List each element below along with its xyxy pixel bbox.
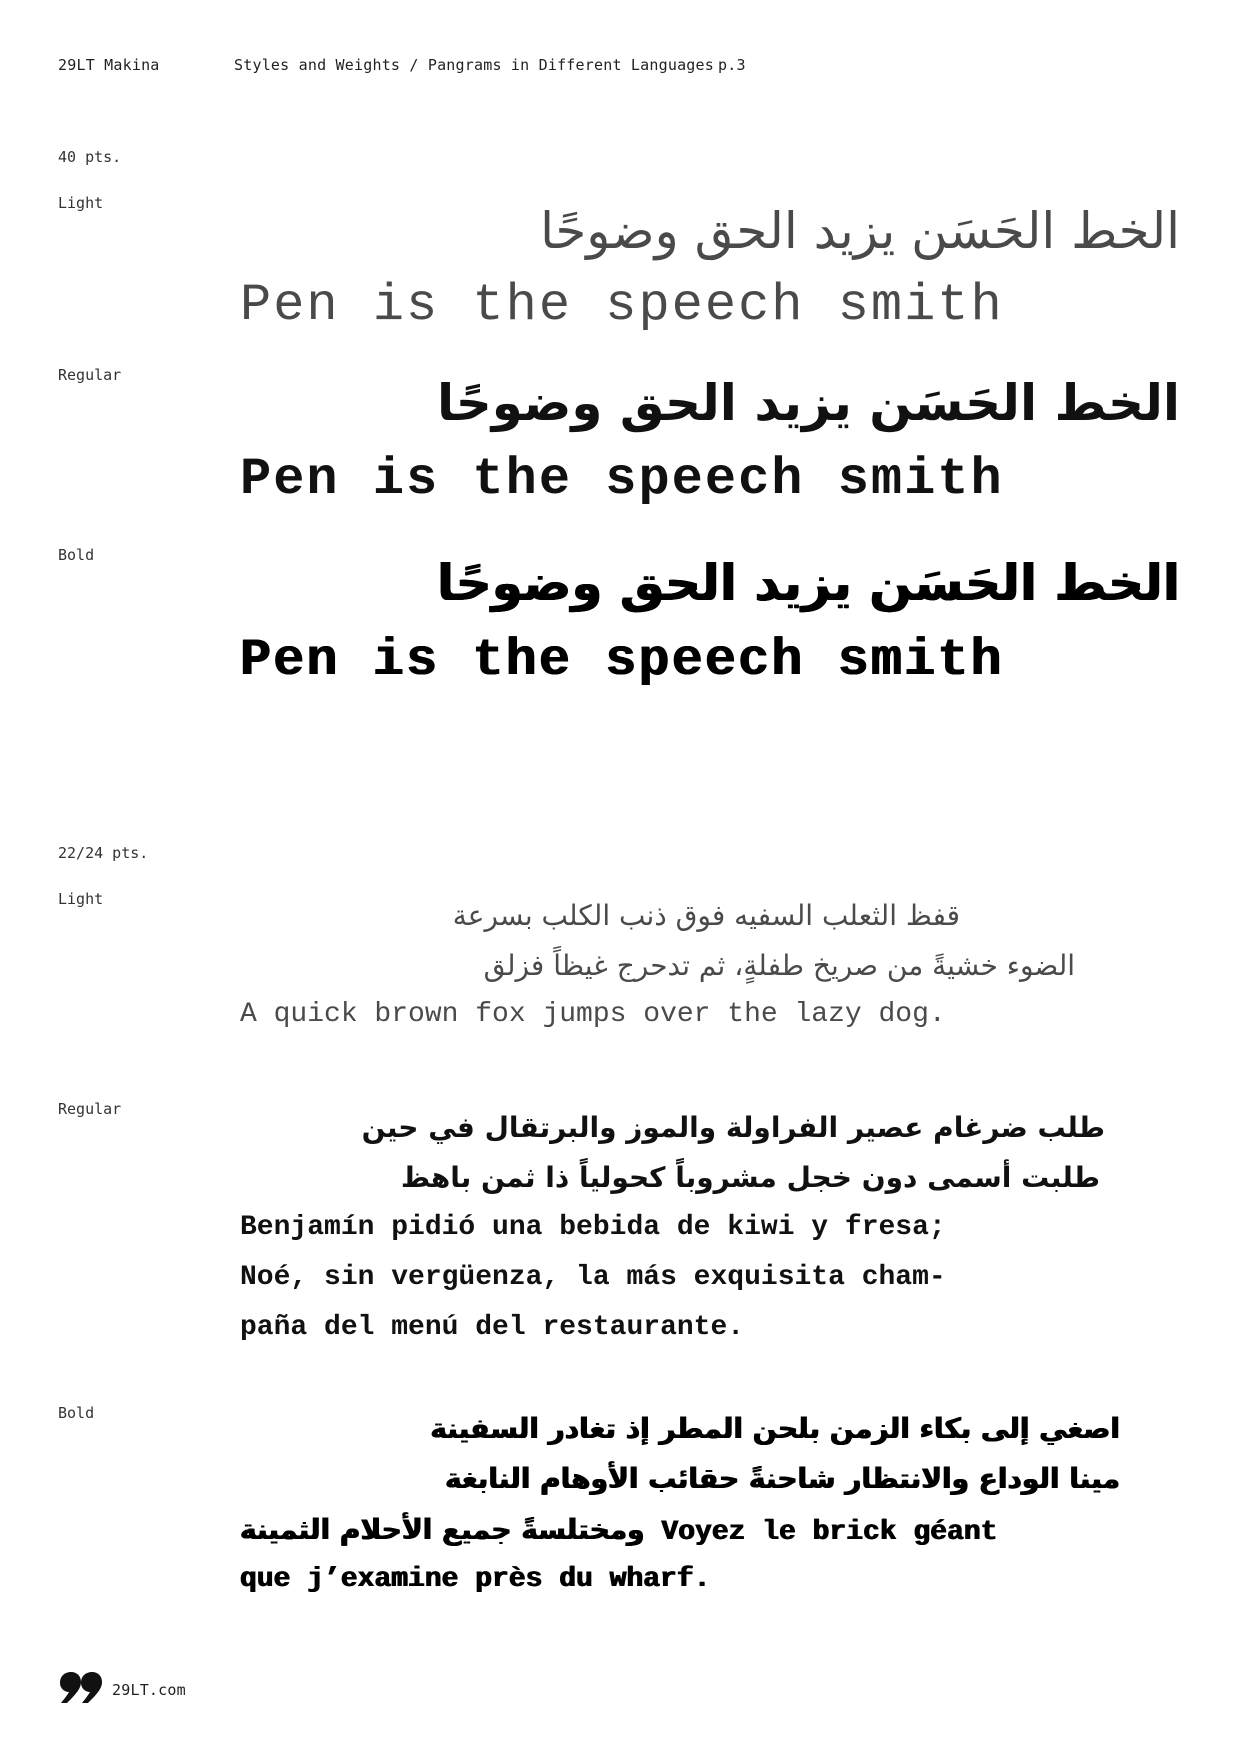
weight-label-light-22: Light bbox=[58, 890, 104, 908]
arabic-pangram-regular-2: طلبت أسمى دون خجل مشروباً كحولياً ذا ثمن باهظ bbox=[400, 1161, 1100, 1194]
size-label-22: 22/24 pts. bbox=[58, 844, 149, 862]
weight-label-regular: Regular bbox=[58, 366, 122, 384]
weight-label-bold: Bold bbox=[58, 546, 95, 564]
arabic-sample-regular-40: الخط الحَسَن يزيد الحق وضوحًا bbox=[436, 374, 1180, 432]
latin-sample-light-40: Pen is the speech smith bbox=[240, 276, 1004, 335]
latin-pangram-regular-3: paña del menú del restaurante. bbox=[240, 1312, 745, 1343]
page-number: p.3 bbox=[718, 56, 746, 74]
weight-label-light: Light bbox=[58, 194, 104, 212]
latin-pangram-regular-1: Benjamín pidió una bebida de kiwi y fresa; bbox=[240, 1212, 946, 1243]
arabic-pangram-light-1: قفظ الثعلب السفيه فوق ذنب الكلب بسرعة bbox=[452, 899, 960, 932]
29lt-logo-icon bbox=[58, 1671, 104, 1705]
footer-url[interactable]: 29LT.com bbox=[112, 1681, 186, 1699]
latin-pangram-regular-2: Noé, sin vergüenza, la más exquisita cham- bbox=[240, 1262, 946, 1293]
arabic-sample-bold-40: الخط الحَسَن يزيد الحق وضوحًا bbox=[436, 554, 1180, 612]
section-title: Styles and Weights / Pangrams in Different Languages bbox=[234, 56, 714, 74]
size-label-40: 40 pts. bbox=[58, 148, 122, 166]
latin-pangram-bold-2: que j’examine près du wharf. bbox=[240, 1564, 711, 1595]
latin-sample-bold-40: Pen is the speech smith bbox=[240, 631, 1004, 690]
latin-sample-regular-40: Pen is the speech smith bbox=[240, 450, 1004, 509]
font-name: 29LT Makina bbox=[58, 56, 160, 74]
arabic-pangram-bold-3: ومختلسةً جميع الأحلام الثمينة bbox=[240, 1513, 645, 1546]
mixed-pangram-bold-line bbox=[240, 1505, 1180, 1558]
arabic-pangram-light-2: الضوء خشيةً من صريخ طفلةٍ، ثم تدحرج غيظاً فزلق bbox=[483, 949, 1075, 982]
arabic-sample-light-40: الخط الحَسَن يزيد الحق وضوحًا bbox=[540, 202, 1180, 260]
weight-label-regular-22: Regular bbox=[58, 1100, 122, 1118]
arabic-pangram-bold-1: اصغي إلى بكاء الزمن بلحن المطر إذ تغادر السفينة bbox=[430, 1412, 1120, 1445]
arabic-pangram-bold-2: مينا الوداع والانتظار شاحنةً حقائب الأوهام النابغة bbox=[445, 1462, 1120, 1495]
weight-label-bold-22: Bold bbox=[58, 1404, 95, 1422]
latin-pangram-bold-1: Voyez le brick géant bbox=[661, 1517, 998, 1548]
latin-pangram-light: A quick brown fox jumps over the lazy dog. bbox=[240, 999, 946, 1030]
arabic-pangram-regular-1: طلب ضرغام عصير الفراولة والموز والبرتقال في حين bbox=[361, 1111, 1105, 1144]
